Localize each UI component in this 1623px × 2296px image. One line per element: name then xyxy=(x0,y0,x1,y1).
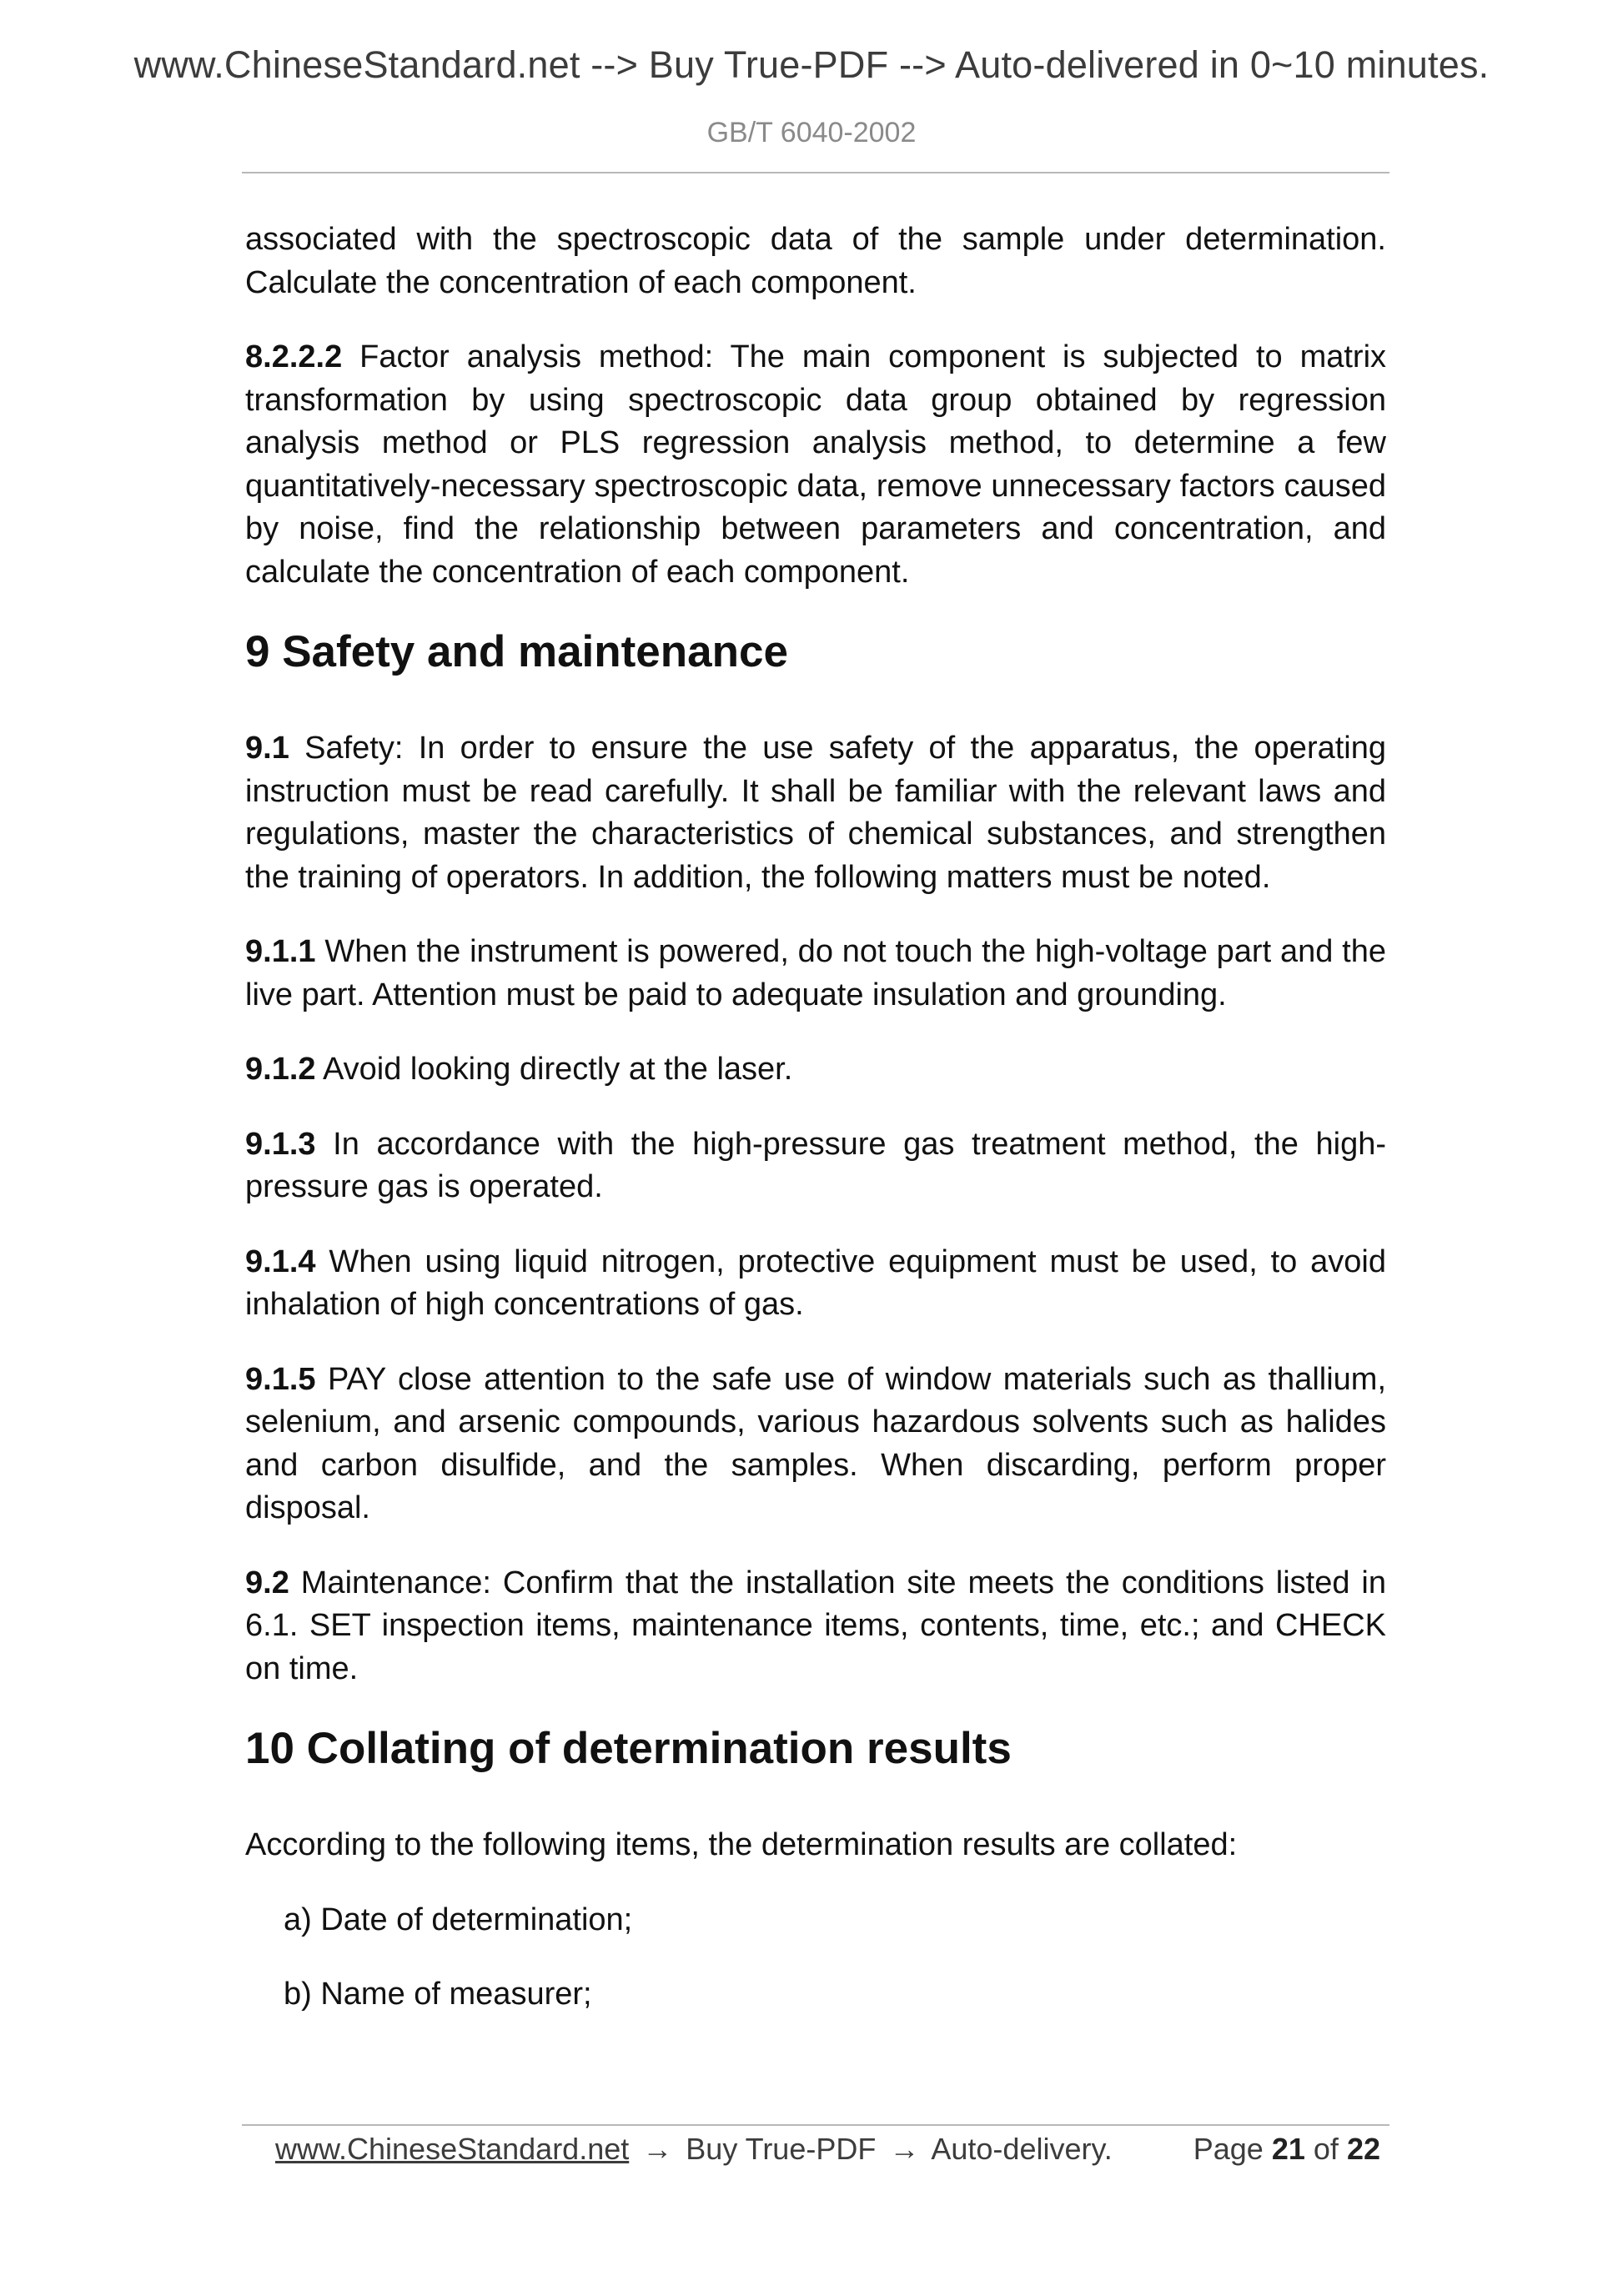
list-item: a) Date of determination; xyxy=(284,1902,633,1937)
site-banner: www.ChineseStandard.net --> Buy True-PDF --> Auto-delivered in 0~10 minutes. xyxy=(133,43,1490,86)
footer-links xyxy=(275,2132,1113,2167)
clause-text: When using liquid nitrogen, protective equipment must be used, to avoid inhalation of high concentrations of gas. xyxy=(245,1243,1386,1322)
section-heading-10: 10 Collating of determination results xyxy=(245,1724,1012,1773)
clause-number: 9.1.5 xyxy=(245,1361,316,1397)
of-label: of xyxy=(1313,2132,1339,2166)
clause-8-2-2-2 xyxy=(245,336,1386,594)
clause-text: Safety: In order to ensure the use safety of the apparatus, the operating instruction must be read carefully. It shall be familiar with the relevant laws and regulations, master the characteristics of chemical substances, and strengthen the training of operators. In addition, the following matters must be noted. xyxy=(245,731,1387,895)
clause-number: 9.1 xyxy=(245,731,289,766)
clause-number: 9.1.1 xyxy=(245,934,316,969)
clause-text: Avoid looking directly at the laser. xyxy=(323,1052,793,1087)
footer-divider xyxy=(242,2124,1389,2126)
clause-text: PAY close attention to the safe use of window materials such as thallium, selenium, and arsenic compounds, various hazardous solvents such as halides and carbon disulfide, and the samples. When discarding, perform proper disposal. xyxy=(245,1361,1386,1525)
footer-delivery-text: Auto-delivery. xyxy=(931,2132,1113,2166)
clause-number: 9.1.2 xyxy=(245,1052,316,1087)
page-footer xyxy=(275,2132,1380,2167)
page-indicator xyxy=(1193,2132,1380,2167)
clause-9-1-5 xyxy=(245,1359,1386,1530)
page-content xyxy=(245,219,1386,2048)
arrow-right-icon: → xyxy=(889,2132,920,2166)
clause-number: 8.2.2.2 xyxy=(245,339,343,374)
footer-buy-text: Buy True-PDF xyxy=(686,2132,877,2166)
clause-number: 9.1.4 xyxy=(245,1243,316,1279)
document-code: GB/T 6040-2002 xyxy=(706,117,917,148)
section-10-intro: According to the following items, the determination results are collated: xyxy=(245,1827,1238,1862)
paragraph-continuation: associated with the spectroscopic data of the sample under determination. Calculate the concentration of each component. xyxy=(245,222,1386,300)
clause-9-2 xyxy=(245,1562,1386,1691)
page-label: Page xyxy=(1193,2132,1264,2166)
footer-site-link[interactable]: www.ChineseStandard.net xyxy=(275,2132,630,2166)
clause-text: Factor analysis method: The main component is subjected to matrix transformation by using spectroscopic data group obtained by regression analysis method or PLS regression analysis method, to determine a few quantitatively-necessary spectroscopic data, remove unnecessary factors caused by noise, find the relationship between parameters and concentration, and calculate the concentration of each component. xyxy=(245,339,1387,590)
section-heading-9: 9 Safety and maintenance xyxy=(245,627,788,676)
clause-text: Maintenance: Confirm that the installation site meets the conditions listed in 6.1. SET inspection items, maintenance items, contents, time, etc.; and CHECK on time. xyxy=(245,1565,1386,1686)
clause-9-1-1 xyxy=(245,931,1386,1017)
page-total: 22 xyxy=(1346,2132,1380,2166)
clause-9-1-2 xyxy=(245,1048,1386,1092)
list-item: b) Name of measurer; xyxy=(284,1977,592,2012)
arrow-right-icon: → xyxy=(642,2132,673,2166)
clause-9-1-4 xyxy=(245,1241,1386,1327)
clause-text: When the instrument is powered, do not touch the high-voltage part and the live part. Attention must be paid to adequate insulation and grounding. xyxy=(245,934,1386,1012)
page-number: 21 xyxy=(1271,2132,1305,2166)
header-divider xyxy=(242,172,1389,173)
clause-number: 9.1.3 xyxy=(245,1126,316,1162)
clause-number: 9.2 xyxy=(245,1565,289,1600)
clause-text: In accordance with the high-pressure gas treatment method, the high-pressure gas is operated. xyxy=(245,1126,1386,1204)
clause-9-1 xyxy=(245,727,1386,899)
clause-9-1-3 xyxy=(245,1123,1386,1209)
